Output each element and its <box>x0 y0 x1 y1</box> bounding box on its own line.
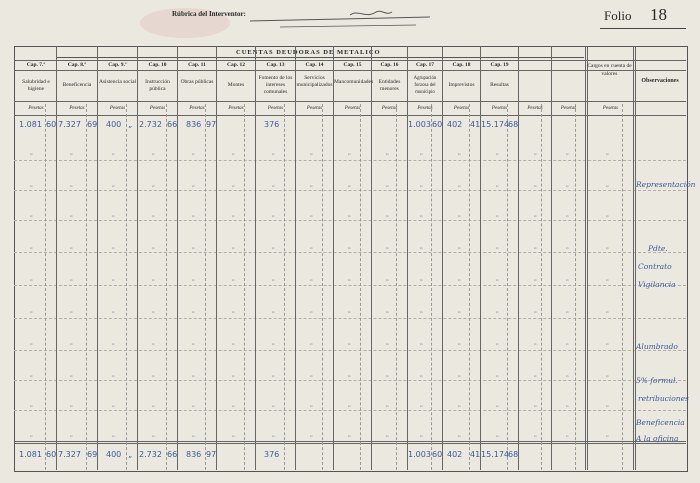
ditto-mark: „ <box>496 182 499 188</box>
ditto-mark: „ <box>566 402 569 408</box>
ditto-mark: „ <box>310 340 313 346</box>
folio-label: Folio <box>604 8 632 23</box>
column-label: Asistencia social <box>98 79 137 85</box>
observation-note: Contrato <box>638 262 672 271</box>
ditto-mark: „ <box>496 308 499 314</box>
ditto-mark: „ <box>348 244 351 250</box>
observation-note: Vigilancia <box>638 280 676 289</box>
cents-rule <box>396 104 397 470</box>
ditto-mark: „ <box>272 402 275 408</box>
ditto-mark: „ <box>152 308 155 314</box>
ditto-mark: „ <box>534 402 537 408</box>
entry-value: 1.003 <box>408 120 431 129</box>
ditto-mark: „ <box>386 372 389 378</box>
ditto-mark: „ <box>566 182 569 188</box>
total-value: 402 <box>447 450 463 459</box>
column-label: Agrupación forzosa del municipio <box>413 76 437 95</box>
ditto-mark: „ <box>232 340 235 346</box>
unit-label: Pesetas <box>527 106 543 111</box>
ditto-mark: „ <box>606 182 609 188</box>
ditto-mark: „ <box>534 308 537 314</box>
unit-label: Pesetas <box>453 106 470 111</box>
ditto-mark: „ <box>232 150 235 156</box>
cents-rule <box>507 104 508 470</box>
ditto-mark: „ <box>310 372 313 378</box>
column-cap: Cap. 11 <box>188 62 206 68</box>
ditto-mark: „ <box>272 276 275 282</box>
ditto-mark: „ <box>566 244 569 250</box>
unit-label: Pesetas <box>267 106 284 111</box>
ditto-mark: „ <box>70 402 73 408</box>
ditto-mark: „ <box>192 182 195 188</box>
ditto-mark: „ <box>232 372 235 378</box>
ditto-mark: „ <box>30 402 33 408</box>
ditto-mark: „ <box>348 212 351 218</box>
ditto-mark: „ <box>348 150 351 156</box>
ditto-mark: „ <box>420 244 423 250</box>
ditto-mark: „ <box>606 244 609 250</box>
ditto-mark: „ <box>310 182 313 188</box>
unit-label: Pesetas <box>69 106 85 111</box>
ditto-mark: „ <box>112 276 115 282</box>
ditto-mark: „ <box>496 340 499 346</box>
total-cents: 68 <box>508 450 519 459</box>
ditto-mark: „ <box>112 340 115 346</box>
ditto-mark: „ <box>348 276 351 282</box>
total-cents: 97 <box>206 450 217 459</box>
column-label: Servicios municipalizados <box>296 75 333 88</box>
entry-value: 402 <box>447 120 463 129</box>
ditto-mark: „ <box>310 212 313 218</box>
ditto-mark: „ <box>232 308 235 314</box>
column-label: Obras públicas <box>180 79 214 85</box>
column-rule <box>633 46 636 470</box>
ditto-mark: „ <box>70 150 73 156</box>
ditto-mark: „ <box>606 308 609 314</box>
unit-label: Pesetas <box>381 106 398 111</box>
entry-cents: 60 <box>46 120 57 129</box>
ditto-mark: „ <box>606 150 609 156</box>
ditto-mark: „ <box>152 276 155 282</box>
entry-value: 836 <box>186 120 202 129</box>
observation-note: Pdte. <box>648 244 668 253</box>
ditto-mark: „ <box>30 432 33 438</box>
ditto-mark: „ <box>534 276 537 282</box>
ditto-mark: „ <box>566 212 569 218</box>
observation-note: Beneficencia <box>636 418 685 427</box>
ditto-mark: „ <box>348 308 351 314</box>
entry-cents: 97 <box>206 120 217 129</box>
cents-rule <box>575 104 576 470</box>
unit-label: Pesetas <box>109 106 126 111</box>
ditto-mark: „ <box>458 150 461 156</box>
ditto-mark: „ <box>606 212 609 218</box>
column-label-cargos: Cargos en cuenta de valores <box>587 63 632 77</box>
unit-label: Pesetas <box>344 106 361 111</box>
cents-rule <box>360 104 361 470</box>
ditto-mark: „ <box>458 308 461 314</box>
entry-value: 7.327 <box>58 120 81 129</box>
ditto-mark: „ <box>232 402 235 408</box>
ditto-mark: „ <box>232 432 235 438</box>
column-label: Imprevistos <box>448 82 475 88</box>
ditto-mark: „ <box>386 402 389 408</box>
ditto-mark: „ <box>272 340 275 346</box>
total-cents: 41 <box>470 450 481 459</box>
column-cap: Cap. 9.º <box>108 62 127 68</box>
entry-cents: 69 <box>87 120 98 129</box>
ditto-mark: „ <box>566 308 569 314</box>
ditto-mark: „ <box>496 372 499 378</box>
ditto-mark: „ <box>496 276 499 282</box>
column-cap: Cap. 8.º <box>67 62 87 68</box>
ditto-mark: „ <box>534 340 537 346</box>
ditto-mark: „ <box>310 276 313 282</box>
cents-rule <box>469 104 470 470</box>
unit-label: Pesetas <box>560 106 577 111</box>
ditto-mark: „ <box>152 182 155 188</box>
table-title: CUENTAS DEUDORAS DE METALICO <box>236 49 381 56</box>
ditto-mark: „ <box>192 432 195 438</box>
column-cap: Cap. 14 <box>305 62 324 68</box>
ditto-mark: „ <box>458 212 461 218</box>
ditto-mark: „ <box>70 372 73 378</box>
ditto-mark: „ <box>420 150 423 156</box>
ditto-mark: „ <box>348 182 351 188</box>
ditto-mark: „ <box>386 182 389 188</box>
ditto-mark: „ <box>566 340 569 346</box>
entry-value: 15.174 <box>481 120 509 129</box>
folio-underline <box>600 28 686 29</box>
ditto-mark: „ <box>112 150 115 156</box>
ditto-mark: „ <box>152 340 155 346</box>
ditto-mark: „ <box>420 372 423 378</box>
ditto-mark: „ <box>272 212 275 218</box>
column-label: Beneficencia <box>62 82 92 88</box>
ditto-mark: „ <box>192 372 195 378</box>
ditto-mark: „ <box>534 150 537 156</box>
ditto-mark: „ <box>420 340 423 346</box>
ditto-mark: „ <box>534 372 537 378</box>
observation-note: Alumbrado <box>636 342 678 351</box>
ditto-mark: „ <box>232 244 235 250</box>
column-label: Mancomunidades <box>334 79 374 85</box>
ditto-mark: „ <box>566 276 569 282</box>
unit-label: Pesetas <box>28 106 44 111</box>
ditto-mark: „ <box>152 150 155 156</box>
ditto-mark: „ <box>70 212 73 218</box>
column-label: Instrucción pública <box>145 79 170 92</box>
column-cap: Cap. 19 <box>490 62 509 68</box>
cents-rule <box>622 104 623 470</box>
ditto-mark: „ <box>458 372 461 378</box>
ditto-mark: „ <box>70 244 73 250</box>
entry-cents: „ <box>128 120 133 129</box>
ditto-mark: „ <box>420 182 423 188</box>
unit-label: Pesetas <box>228 106 244 111</box>
ditto-mark: „ <box>386 150 389 156</box>
ditto-mark: „ <box>152 432 155 438</box>
column-cap: Cap. 15 <box>343 62 362 68</box>
ditto-mark: „ <box>192 212 195 218</box>
column-cap: Cap. 7.º <box>26 62 46 68</box>
total-value: 15.174 <box>481 450 509 459</box>
observation-note: 5% formul. <box>636 376 678 385</box>
ditto-mark: „ <box>70 308 73 314</box>
total-cents: „ <box>128 450 133 459</box>
ditto-mark: „ <box>192 244 195 250</box>
ditto-mark: „ <box>606 276 609 282</box>
unit-label: Pesetas <box>417 106 433 111</box>
ditto-mark: „ <box>192 276 195 282</box>
column-label: Montes <box>227 82 245 88</box>
ditto-mark: „ <box>310 402 313 408</box>
total-cents: 69 <box>87 450 98 459</box>
ditto-mark: „ <box>272 432 275 438</box>
column-cap: Cap. 13 <box>266 62 285 68</box>
ditto-mark: „ <box>420 402 423 408</box>
ditto-mark: „ <box>232 182 235 188</box>
ditto-mark: „ <box>152 372 155 378</box>
entry-value: 376 <box>264 120 280 129</box>
ditto-mark: „ <box>112 244 115 250</box>
unit-label: Pesetas <box>189 106 205 111</box>
ditto-mark: „ <box>152 244 155 250</box>
entry-cents: 60 <box>432 120 443 129</box>
ditto-mark: „ <box>534 432 537 438</box>
cents-rule <box>431 104 432 470</box>
ditto-mark: „ <box>30 182 33 188</box>
ditto-mark: „ <box>112 308 115 314</box>
observation-note: retribuciones <box>638 394 689 403</box>
ditto-mark: „ <box>310 150 313 156</box>
ditto-mark: „ <box>30 340 33 346</box>
interventor-signature <box>240 3 440 29</box>
ditto-mark: „ <box>606 372 609 378</box>
ditto-mark: „ <box>70 432 73 438</box>
total-cents: 66 <box>167 450 178 459</box>
ditto-mark: „ <box>496 212 499 218</box>
ditto-mark: „ <box>458 432 461 438</box>
ditto-mark: „ <box>112 212 115 218</box>
ditto-mark: „ <box>566 372 569 378</box>
ditto-mark: „ <box>272 308 275 314</box>
total-cents: 60 <box>46 450 57 459</box>
ditto-mark: „ <box>458 340 461 346</box>
ditto-mark: „ <box>30 212 33 218</box>
rubrica-label: Rúbrica del Interventor: <box>172 10 246 18</box>
ditto-mark: „ <box>420 276 423 282</box>
ditto-mark: „ <box>348 432 351 438</box>
column-label: Salubridad e higiene <box>22 79 50 92</box>
total-value: 7.327 <box>58 450 81 459</box>
ditto-mark: „ <box>152 212 155 218</box>
ditto-mark: „ <box>272 182 275 188</box>
entry-cents: 68 <box>508 120 519 129</box>
ditto-mark: „ <box>272 244 275 250</box>
ditto-mark: „ <box>458 244 461 250</box>
column-cap: Cap. 12 <box>226 62 246 68</box>
ditto-mark: „ <box>496 244 499 250</box>
entry-cents: 66 <box>167 120 178 129</box>
cents-rule <box>205 104 206 470</box>
ditto-mark: „ <box>458 402 461 408</box>
ditto-mark: „ <box>30 308 33 314</box>
ditto-mark: „ <box>386 308 389 314</box>
ditto-mark: „ <box>192 150 195 156</box>
ditto-mark: „ <box>386 432 389 438</box>
ditto-mark: „ <box>272 372 275 378</box>
folio-number: 18 <box>650 5 667 24</box>
column-cap: Cap. 16 <box>380 62 399 68</box>
cents-rule <box>166 104 167 470</box>
cents-rule <box>541 104 542 470</box>
ditto-mark: „ <box>232 212 235 218</box>
ditto-mark: „ <box>606 432 609 438</box>
ditto-mark: „ <box>534 244 537 250</box>
column-label: Fomento de los intereses comunales <box>258 75 293 95</box>
ditto-mark: „ <box>386 340 389 346</box>
cents-rule <box>45 104 46 470</box>
ditto-mark: „ <box>606 340 609 346</box>
unit-label: Pesetas <box>149 106 166 111</box>
ditto-mark: „ <box>30 276 33 282</box>
unit-label: Pesetas <box>306 106 323 111</box>
total-value: 1.081 <box>19 450 42 459</box>
column-label: Resultas <box>490 82 509 88</box>
total-value: 376 <box>264 450 280 459</box>
ditto-mark: „ <box>192 340 195 346</box>
ditto-mark: „ <box>152 402 155 408</box>
ditto-mark: „ <box>112 402 115 408</box>
ditto-mark: „ <box>30 150 33 156</box>
cents-rule <box>126 104 127 470</box>
cents-rule <box>322 104 323 470</box>
ditto-mark: „ <box>534 182 537 188</box>
ditto-mark: „ <box>458 182 461 188</box>
column-label-observaciones: Observaciones <box>641 78 679 84</box>
ditto-mark: „ <box>30 372 33 378</box>
observation-note: A la oficina <box>636 434 679 443</box>
ditto-mark: „ <box>496 150 499 156</box>
unit-label: Pesetas <box>602 106 619 111</box>
ditto-mark: „ <box>496 402 499 408</box>
ditto-mark: „ <box>310 244 313 250</box>
ditto-mark: „ <box>112 182 115 188</box>
ditto-mark: „ <box>386 276 389 282</box>
ditto-mark: „ <box>420 308 423 314</box>
ditto-mark: „ <box>272 150 275 156</box>
entry-value: 2.732 <box>139 120 162 129</box>
total-value: 2.732 <box>139 450 162 459</box>
ditto-mark: „ <box>70 182 73 188</box>
observation-note: Representación <box>636 180 696 189</box>
unit-label: Pesetas <box>491 106 508 111</box>
ditto-mark: „ <box>420 432 423 438</box>
column-label: Entidades menores <box>378 79 401 92</box>
ditto-mark: „ <box>70 340 73 346</box>
total-value: 1.003 <box>408 450 431 459</box>
cents-rule <box>284 104 285 470</box>
ditto-mark: „ <box>606 402 609 408</box>
ditto-mark: „ <box>496 432 499 438</box>
ditto-mark: „ <box>310 432 313 438</box>
column-cap: Cap. 10 <box>148 62 167 68</box>
entry-value: 1.081 <box>19 120 42 129</box>
column-cap: Cap. 18 <box>452 62 471 68</box>
total-value: 836 <box>186 450 202 459</box>
ditto-mark: „ <box>30 244 33 250</box>
cents-rule <box>244 104 245 470</box>
ditto-mark: „ <box>458 276 461 282</box>
ditto-mark: „ <box>386 212 389 218</box>
ditto-mark: „ <box>232 276 235 282</box>
ditto-mark: „ <box>310 308 313 314</box>
title-rule <box>56 57 584 58</box>
ditto-mark: „ <box>566 150 569 156</box>
total-cents: 60 <box>432 450 443 459</box>
column-cap: Cap. 17 <box>415 62 435 68</box>
ditto-mark: „ <box>192 402 195 408</box>
ditto-mark: „ <box>348 402 351 408</box>
ditto-mark: „ <box>420 212 423 218</box>
ditto-mark: „ <box>70 276 73 282</box>
ditto-mark: „ <box>534 212 537 218</box>
entry-cents: 41 <box>470 120 481 129</box>
ditto-mark: „ <box>348 340 351 346</box>
ditto-mark: „ <box>112 432 115 438</box>
ditto-mark: „ <box>192 308 195 314</box>
ditto-mark: „ <box>566 432 569 438</box>
ditto-mark: „ <box>386 244 389 250</box>
entry-value: 400 <box>106 120 122 129</box>
cents-rule <box>86 104 87 470</box>
ditto-mark: „ <box>348 372 351 378</box>
ditto-mark: „ <box>112 372 115 378</box>
total-value: 400 <box>106 450 122 459</box>
